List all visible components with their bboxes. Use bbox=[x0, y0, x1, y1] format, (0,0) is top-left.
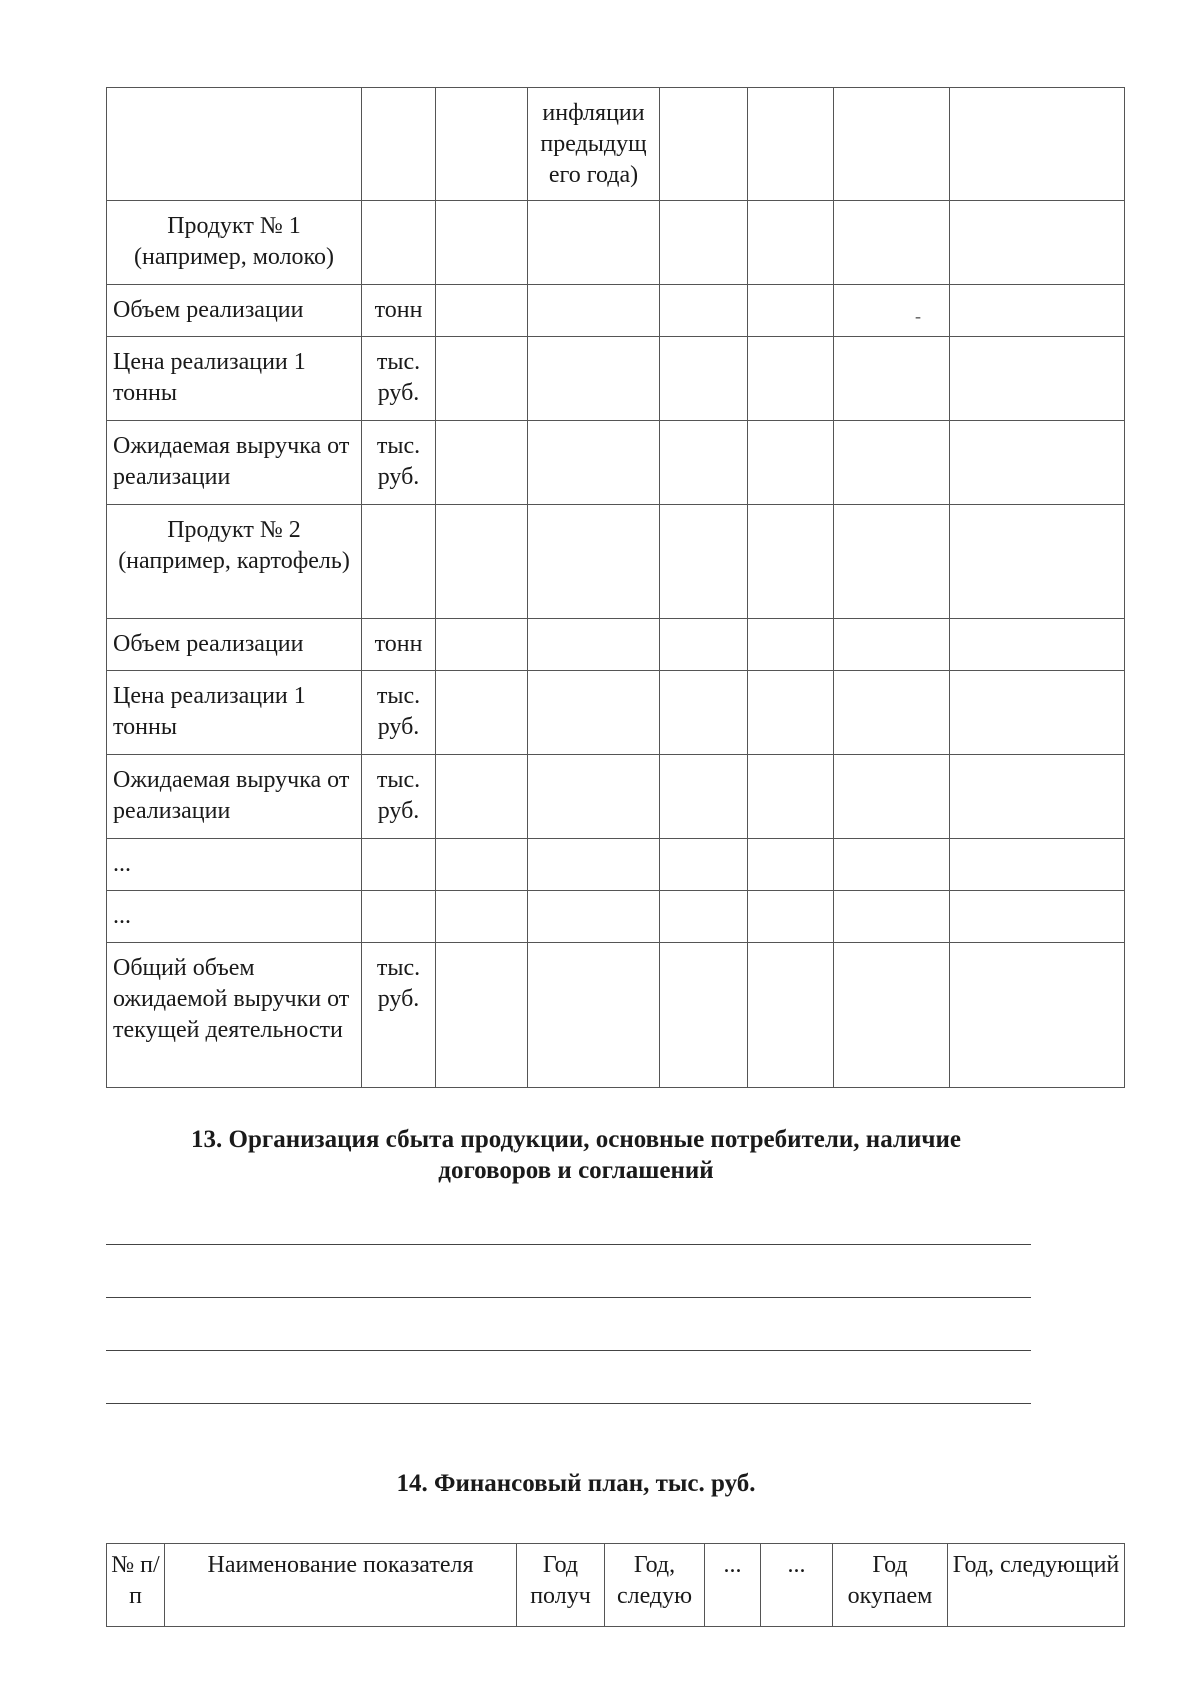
row-label: Объем реализации bbox=[107, 285, 362, 337]
blank-entry-line[interactable] bbox=[106, 1297, 1031, 1298]
column-header: ... bbox=[761, 1544, 833, 1627]
column-header: Год, следующий bbox=[948, 1544, 1125, 1627]
row-label: Объем реализации bbox=[107, 619, 362, 671]
unit-cell bbox=[362, 201, 436, 285]
table-row bbox=[107, 671, 1125, 755]
column-header: Год, следую bbox=[605, 1544, 705, 1627]
section-13-title bbox=[106, 1124, 1046, 1186]
stray-dash-mark: - bbox=[915, 306, 921, 326]
unit-cell bbox=[362, 839, 436, 891]
unit-cell: тонн bbox=[362, 619, 436, 671]
header-line: предыдущ bbox=[540, 131, 647, 157]
product-heading: Продукт № 1 (например, молоко) bbox=[107, 201, 362, 285]
unit-cell: тыс. руб. bbox=[362, 337, 436, 421]
row-label: Ожидаемая выручка от реализации bbox=[107, 755, 362, 839]
blank-entry-line[interactable] bbox=[106, 1350, 1031, 1351]
column-header: Год получ bbox=[517, 1544, 605, 1627]
column-header: ... bbox=[705, 1544, 761, 1627]
row-label: ... bbox=[107, 891, 362, 943]
row-label: ... bbox=[107, 839, 362, 891]
table-header-row bbox=[107, 1544, 1125, 1627]
unit-cell bbox=[362, 891, 436, 943]
section-14-title: 14. Финансовый план, тыс. руб. bbox=[396, 1470, 756, 1497]
table-header-row bbox=[107, 88, 1125, 201]
table-row bbox=[107, 755, 1125, 839]
financial-plan-table bbox=[106, 1543, 1125, 1627]
table-row bbox=[107, 337, 1125, 421]
row-label: Цена реализации 1 тонны bbox=[107, 671, 362, 755]
column-header: Год окупаем bbox=[833, 1544, 948, 1627]
product-heading: Продукт № 2 (например, картофель) bbox=[107, 505, 362, 619]
sales-volume-table bbox=[106, 87, 1125, 1088]
unit-cell: тыс. руб. bbox=[362, 421, 436, 505]
unit-cell: тыс. руб. bbox=[362, 671, 436, 755]
table-row bbox=[107, 201, 1125, 285]
unit-cell: тыс. руб. bbox=[362, 943, 436, 1088]
blank-entry-line[interactable] bbox=[106, 1403, 1031, 1404]
section-13-title-line: 13. Организация сбыта продукции, основные потребители, наличие bbox=[191, 1126, 961, 1153]
row-label: Цена реализации 1 тонны bbox=[107, 337, 362, 421]
header-cell-inflation bbox=[528, 88, 660, 201]
unit-cell: тыс. руб. bbox=[362, 755, 436, 839]
table-row bbox=[107, 285, 1125, 337]
table-row bbox=[107, 505, 1125, 619]
column-header: Наименование показателя bbox=[165, 1544, 517, 1627]
table-row bbox=[107, 891, 1125, 943]
column-header: № п/п bbox=[107, 1544, 165, 1627]
row-label: Ожидаемая выручка от реализации bbox=[107, 421, 362, 505]
section-13-title-line: договоров и соглашений bbox=[438, 1157, 714, 1184]
header-line: его года) bbox=[548, 162, 639, 188]
table-row bbox=[107, 943, 1125, 1088]
blank-entry-line[interactable] bbox=[106, 1244, 1031, 1245]
header-line: инфляции bbox=[542, 100, 645, 126]
unit-cell bbox=[362, 505, 436, 619]
table-row bbox=[107, 421, 1125, 505]
table-row bbox=[107, 839, 1125, 891]
row-label: Общий объем ожидаемой выручки от текущей деятельности bbox=[107, 943, 362, 1088]
table-row bbox=[107, 619, 1125, 671]
unit-cell: тонн bbox=[362, 285, 436, 337]
